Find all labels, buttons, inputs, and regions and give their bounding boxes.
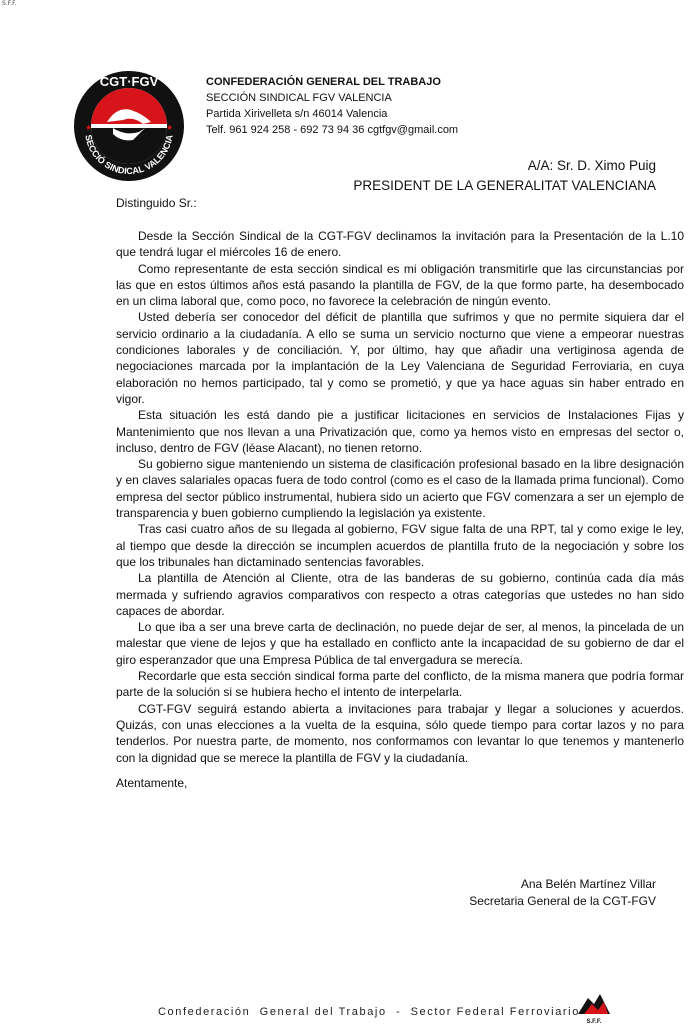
salutation: Distinguido Sr.:: [116, 196, 197, 210]
addressee-line2: PRESIDENT DE LA GENERALITAT VALENCIANA: [353, 178, 656, 193]
footer-text: Confederación General del Trabajo - Sector Federal Ferroviario: [158, 1006, 580, 1018]
letter-body: [116, 228, 684, 766]
addressee-block: [353, 156, 656, 196]
org-address: Partida Xirivelleta s/n 46014 Valencia: [206, 108, 388, 120]
cgt-fgv-logo: [73, 70, 185, 182]
org-contact: Telf. 961 924 258 - 692 73 94 36 cgtfgv@gmail.com: [206, 124, 459, 136]
signature-title: Secretaria General de la CGT-FGV: [469, 894, 656, 908]
paragraph: CGT-FGV seguirá estando abierta a invitaciones para trabajar y llegar a soluciones y acuerdos. Quizás, con unas elecciones a la vuelta de la esquina, sólo quede tiempo para cortar lazos y no para tenderlos. Por nuestra parte, de momento, nos conformamos con levantar lo que tenemos y mantenerlo con la dignidad que se merece la plantilla de FGV y la ciudadanía.: [116, 701, 684, 765]
org-section: SECCIÓN SINDICAL FGV VALENCIA: [206, 92, 392, 104]
paragraph: Esta situación les está dando pie a justificar licitaciones en servicios de Instalaciones Fijas y Mantenimiento que nos llevan a una Privatización que, como ya hemos visto en empresas del sector o, incluso, dentro de FGV (léase Alacant), no tienen retorno.: [116, 408, 684, 455]
paragraph: Su gobierno sigue manteniendo un sistema de clasificación profesional basado en la libre designación y en claves salariales opacas fuera de todo control (como es el caso de la llamada prima funcional). Como empresa del sector público instrumental, hubiera sido un acierto que FGV comenzara a ser un ejemplo de transparencia y buen gobierno cumpliendo la legislación ya existente.: [116, 457, 684, 521]
sff-logo: [574, 990, 614, 1024]
organization-header: [206, 74, 458, 138]
paragraph: Recordarle que esta sección sindical forma parte del conflicto, de la misma manera que podría formar parte de la solución si se hubiera hecho el intento de interpelarla.: [116, 669, 684, 700]
logo-top-text: CGT·FGV: [99, 74, 159, 89]
paragraph: Como representante de esta sección sindical es mi obligación transmitirle que las circunstancias por las que en estos últimos años está pasando la plantilla de FGV, de la que formo parte, ha desembocado en un clima laboral que, como poco, no favorece la celebración de ningún evento.: [116, 261, 684, 309]
sff-label: S.F.F.: [586, 1019, 602, 1024]
svg-text:★: ★: [166, 123, 174, 132]
signature-name: Ana Belén Martínez Villar: [520, 877, 656, 891]
corner-mark: S.F.F.: [2, 0, 17, 7]
addressee-line1: A/A: Sr. D. Ximo Puig: [527, 158, 656, 173]
closing: Atentamente,: [116, 776, 188, 790]
org-name: CONFEDERACIÓN GENERAL DEL TRABAJO: [206, 76, 441, 88]
paragraph: La plantilla de Atención al Cliente, otra de las banderas de su gobierno, continúa cada día más mermada y sufriendo agravios comparativos con respecto a otras categorías que ustedes no han sido capaces de abordar.: [116, 571, 684, 618]
paragraph: Usted debería ser conocedor del déficit de plantilla que sufrimos y que no permite siquiera dar el servicio ordinario a la ciudadanía. A ello se suma un servicio nocturno que viene a empeorar nuestras condiciones laborales y de conciliación. Y, por último, hay que añadir una vertiginosa agenda de negociaciones marcada por la implantación de la Ley Valenciana de Seguridad Ferroviaria, en cuya elaboración no hemos participado, tal y como se prometió, y que ya hace aguas sin haber entrado en vigor.: [116, 310, 684, 406]
paragraph: Tras casi cuatro años de su llegada al gobierno, FGV sigue falta de una RPT, tal y como exige le ley, al tiempo que desde la dirección se incumplen acuerdos de plantilla fruto de la negociación y sobre los que los tribunales han dictaminado sentencias favorables.: [116, 522, 684, 569]
svg-text:★: ★: [85, 123, 93, 132]
paragraph: Desde la Sección Sindical de la CGT-FGV declinamos la invitación para la Presentación de la L.10 que tendrá lugar el miércoles 16 de enero.: [116, 229, 684, 260]
signature-block: [469, 876, 656, 910]
logo-ring-text: SECCIÓ SINDICAL VALENCIA: [83, 133, 175, 177]
paragraph: Lo que iba a ser una breve carta de declinación, no puede dejar de ser, al menos, la pincelada de un malestar que viene de lejos y que ha estallado en conflicto ante la incapacidad de su gobierno de dar el giro esperanzador que una Empresa Pública de tal envergadura se merecía.: [116, 620, 684, 667]
